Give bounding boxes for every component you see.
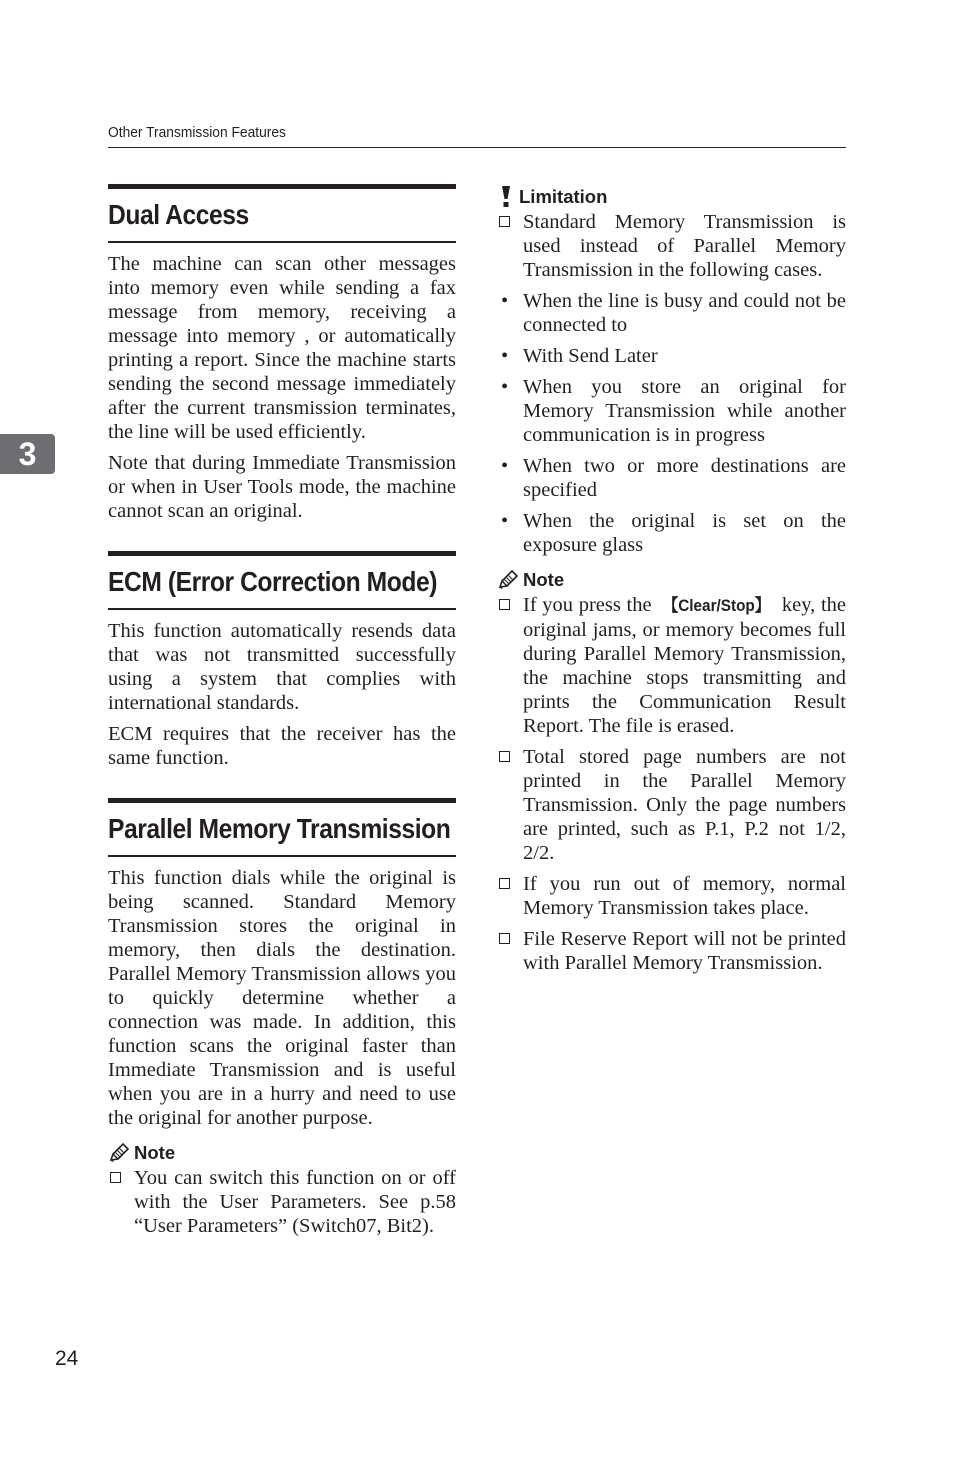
bullet-icon: • — [501, 376, 509, 398]
pencil-icon — [108, 1143, 130, 1163]
section-bottom-rule — [108, 855, 456, 857]
checkbox-icon — [499, 933, 510, 944]
section-title: ECM (Error Correction Mode) — [108, 566, 437, 597]
list-item — [108, 1166, 456, 1238]
note-heading-label: Note — [134, 1142, 176, 1163]
section-title: Parallel Memory Transmission — [108, 813, 451, 844]
paragraph: Note that during Immediate Transmission or when in User Tools mode, the machine cannot scan an original. — [108, 452, 456, 522]
paragraph: ECM requires that the receiver has the same function. — [108, 723, 456, 769]
running-header: Other Transmission Features — [108, 124, 286, 141]
checkbox-icon — [499, 751, 510, 762]
section-parallel-memory-transmission — [108, 798, 456, 1238]
left-column — [108, 184, 456, 1245]
note-list — [108, 1166, 456, 1238]
exclamation-icon — [497, 185, 515, 209]
note-text: You can switch this function on or off with the User Parameters. See p.58 “User Parameters” (Switch07, Bit2). — [134, 1167, 456, 1237]
clear-stop-key-label: 【Clear/Stop】 — [663, 596, 771, 615]
list-item — [497, 509, 846, 557]
bullet-icon: • — [501, 345, 509, 367]
list-item — [497, 927, 846, 975]
paragraph: This function automatically resends data that was not transmitted successfully using a system that complies with international standards. — [108, 620, 456, 714]
section-bottom-rule — [108, 241, 456, 243]
note-text: Total stored page numbers are not printed in the Parallel Memory Transmission. Only the page numbers are printed, such as P.1, P.2 not 1/2, 2/2. — [523, 746, 846, 864]
list-item — [497, 344, 846, 368]
chapter-number: 3 — [18, 435, 37, 472]
case-text: When you store an original for Memory Transmission while another communication is in progress — [523, 376, 846, 446]
checkbox-icon — [499, 216, 510, 227]
pencil-icon — [497, 570, 519, 590]
note-list — [497, 593, 846, 975]
page-number: 24 — [55, 1347, 79, 1370]
note-text-before: If you press the — [523, 594, 658, 616]
paragraph: The machine can scan other messages into memory even while sending a fax message from memory, receiving a message into memory , or automatically printing a report. Since the machine starts sending the second message immediately after the current transmission terminates, the line will be used efficiently. — [108, 253, 456, 443]
chapter-tab — [0, 434, 55, 474]
section-bottom-rule — [108, 608, 456, 610]
note-text: File Reserve Report will not be printed with Parallel Memory Transmission. — [523, 928, 846, 974]
section-title: Dual Access — [108, 199, 249, 230]
case-text: When the line is busy and could not be connected to — [523, 290, 846, 336]
bullet-icon: • — [501, 290, 509, 312]
bullet-icon: • — [501, 510, 509, 532]
limitation-heading-label: Limitation — [519, 186, 608, 207]
note-heading — [497, 567, 846, 593]
list-item — [497, 872, 846, 920]
note-heading — [108, 1140, 456, 1166]
bullet-icon: • — [501, 455, 509, 477]
list-item — [497, 375, 846, 447]
limitation-intro: Standard Memory Transmission is used instead of Parallel Memory Transmission in the following cases. — [523, 211, 846, 281]
limitation-heading — [497, 184, 846, 210]
checkbox-icon — [499, 599, 510, 610]
header-rule — [108, 147, 846, 148]
list-item — [497, 289, 846, 337]
list-item — [497, 593, 846, 738]
limitation-cases — [497, 289, 846, 557]
right-column — [497, 184, 846, 982]
section-ecm — [108, 551, 456, 770]
case-text: With Send Later — [523, 345, 658, 367]
section-dual-access — [108, 184, 456, 523]
note-heading-label: Note — [523, 569, 565, 590]
list-item — [497, 210, 846, 282]
limitation-list — [497, 210, 846, 282]
checkbox-icon — [499, 878, 510, 889]
checkbox-icon — [110, 1172, 121, 1183]
case-text: When two or more destinations are specified — [523, 455, 846, 501]
note-text-after: key, the original jams, or memory becomes full during Parallel Memory Transmission, the machine stops transmitting and prints the Communication Result Report. The file is erased. — [523, 594, 846, 737]
list-item — [497, 745, 846, 865]
paragraph: This function dials while the original is being scanned. Standard Memory Transmission stores the original in memory, then dials the destination. Parallel Memory Transmission allows you to quickly determine whether a connection was made. In addition, this function scans the original faster than Immediate Transmission and is useful when you are in a hurry and need to use the original for another purpose. — [108, 867, 456, 1129]
note-text: If you run out of memory, normal Memory Transmission takes place. — [523, 873, 846, 919]
list-item — [497, 454, 846, 502]
case-text: When the original is set on the exposure glass — [523, 510, 846, 556]
